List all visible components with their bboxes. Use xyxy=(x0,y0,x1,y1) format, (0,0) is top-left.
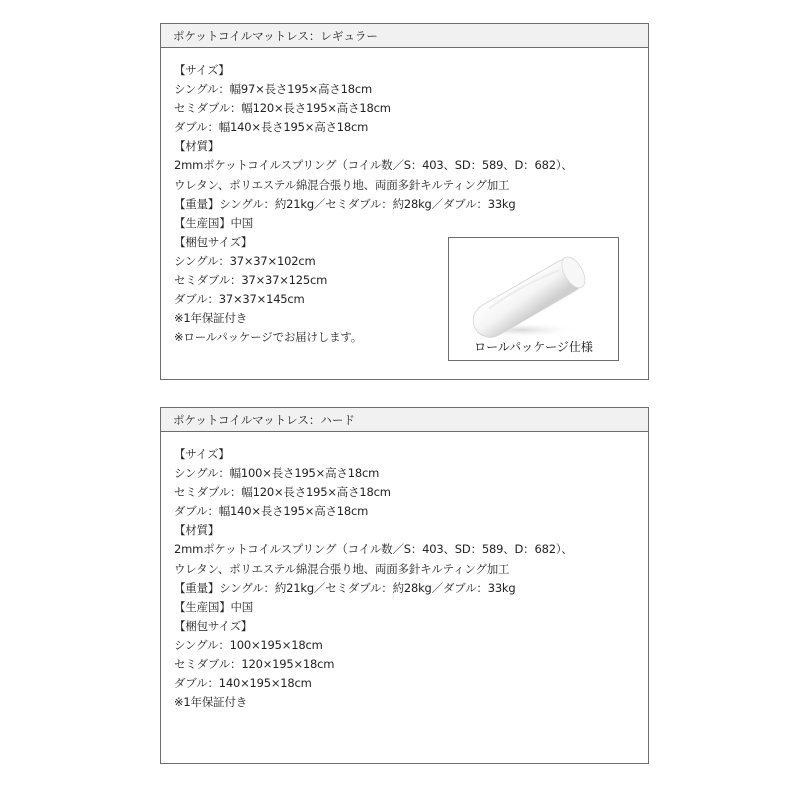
spec-line: 【材質】 xyxy=(174,523,220,538)
spec-line: ダブル：140×195×18cm xyxy=(174,676,312,691)
spec-line: ウレタン、ポリエステル綿混合張り地、両面多針キルティング加工 xyxy=(174,561,510,576)
spec-line: 2mmポケットコイルスプリング（コイル数／S：403、SD：589、D：682）、 xyxy=(174,158,573,173)
spec-panel-hard xyxy=(160,407,649,764)
spec-line: 【サイズ】 xyxy=(174,63,230,77)
spec-line: セミダブル：120×195×18cm xyxy=(174,657,335,672)
spec-line: シングル：幅97×長さ195×高さ18cm xyxy=(174,82,372,97)
spec-line: 2mmポケットコイルスプリング（コイル数／S：403、SD：589、D：682）、 xyxy=(174,542,573,557)
spec-line: セミダブル：幅120×長さ195×高さ18cm xyxy=(174,101,391,116)
roll-package-image xyxy=(448,237,619,361)
spec-line: 【生産国】中国 xyxy=(174,599,254,614)
spec-line: 【梱包サイズ】 xyxy=(174,234,253,249)
spec-line: シングル：100×195×18cm xyxy=(174,637,323,652)
spec-line: ダブル：幅140×長さ195×高さ18cm xyxy=(174,504,369,519)
spec-line: ウレタン、ポリエステル綿混合張り地、両面多針キルティング加工 xyxy=(174,177,510,192)
spec-line: ※1年保証付き xyxy=(174,695,248,710)
panel-title-regular: ポケットコイルマットレス：レギュラー xyxy=(161,24,648,48)
spec-line: 【重量】シングル：約21kg／セミダブル：約28kg／ダブル：33kg xyxy=(174,580,516,595)
spec-line: ※1年保証付き xyxy=(174,311,248,326)
spec-line: 【重量】シングル：約21kg／セミダブル：約28kg／ダブル：33kg xyxy=(174,196,516,211)
spec-line: シングル：37×37×102cm xyxy=(174,253,316,268)
spec-line: セミダブル：幅120×長さ195×高さ18cm xyxy=(174,485,391,500)
spec-line: ダブル：幅140×長さ195×高さ18cm xyxy=(174,120,369,135)
spec-line: ダブル：37×37×145cm xyxy=(174,292,305,307)
spec-line: シングル：幅100×長さ195×高さ18cm xyxy=(174,466,380,481)
spec-line: 【材質】 xyxy=(174,139,220,154)
spec-line: 【生産国】中国 xyxy=(174,215,254,230)
roll-package-caption: ロールパッケージ仕様 xyxy=(474,340,593,354)
spec-line: 【梱包サイズ】 xyxy=(174,618,253,633)
spec-line: ※ロールパッケージでお届けします。 xyxy=(174,330,363,345)
spec-line: セミダブル：37×37×125cm xyxy=(174,273,328,288)
spec-list-hard xyxy=(174,445,573,712)
panel-title-hard: ポケットコイルマットレス：ハード xyxy=(161,408,648,432)
spec-line: 【サイズ】 xyxy=(174,447,230,461)
